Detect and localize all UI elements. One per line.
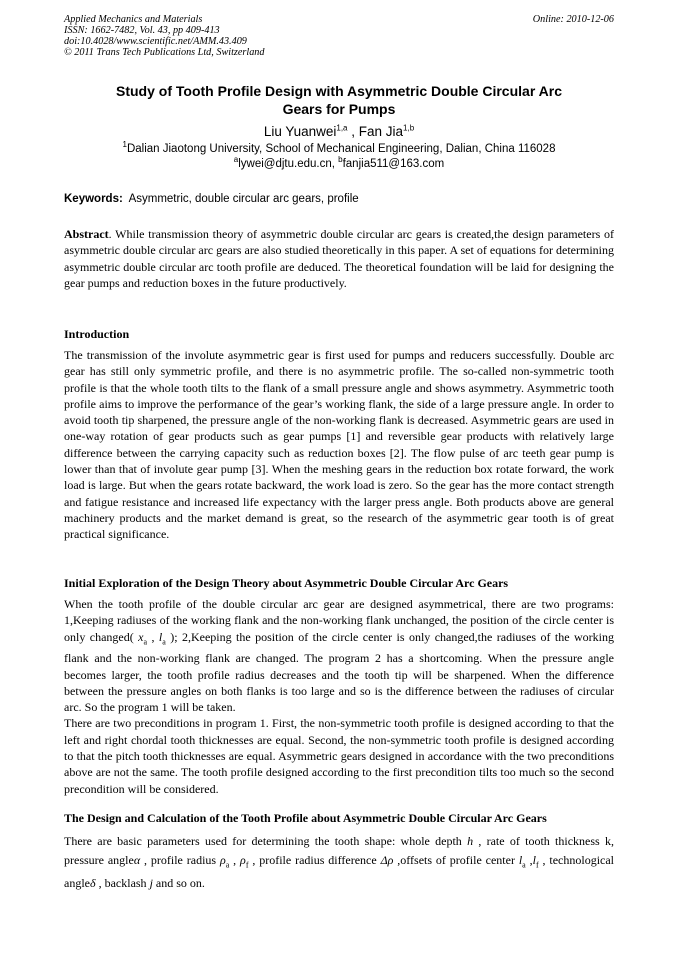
section2-body [64, 832, 614, 893]
section2-heading: The Design and Calculation of the Tooth Profile about Asymmetric Double Circular Arc Gears [64, 811, 547, 825]
keywords-text: Asymmetric, double circular arc gears, profile [128, 193, 359, 205]
abstract-label: Abstract [64, 227, 109, 241]
affiliation-text: Dalian Jiaotong University, School of Mechanical Engineering, Dalian, China 116028 [126, 143, 556, 155]
introduction-body [64, 347, 614, 543]
author-1-sup: 1,a [336, 123, 348, 133]
section1-paragraph-1 [64, 596, 614, 715]
s2-text-2: , rate of tooth thickness k, pressure angle [64, 834, 614, 867]
email-b: fanjia511@163.com [342, 158, 445, 170]
author-2: Fan Jia [358, 124, 404, 139]
symbol-alpha: α [133, 852, 141, 867]
email-a: lywei@djtu.edu.cn, [238, 158, 339, 170]
keywords [64, 192, 624, 207]
section2-paragraph [64, 832, 614, 893]
symbol-l-a: l [518, 852, 523, 867]
symbol-l-a-sub: a [522, 859, 526, 869]
s2-text-1: There are basic parameters used for determining the tooth shape: whole depth [64, 834, 468, 848]
journal-name: Applied Mechanics and Materials [64, 14, 203, 25]
symbol-l: l [158, 629, 163, 644]
symbol-rho-f-sub: f [245, 859, 249, 869]
paper-title [64, 82, 614, 118]
symbol-h: h [467, 834, 474, 848]
author-separator: , [347, 124, 359, 139]
s2-text-7: , technological angle [64, 852, 615, 891]
symbol-delta-rho: Δρ [380, 852, 394, 867]
email-b-sup: b [338, 155, 343, 165]
email-line [64, 157, 614, 172]
symbol-x-sub: a [143, 636, 148, 646]
symbol-sep: , [147, 629, 159, 644]
section1-paragraph-2: There are two preconditions in program 1. First, the non-symmetric tooth profile is designed according to that the left and right chordal tooth thicknesses are equal. Second, the non-symmetric tooth profile is designed according to that the pitch tooth thicknesses are equal. Asymmetric gears designed in accordance with the two preconditions above are not the same. The tooth profile designed according to the first precondition tilts too much so the second precondition will be considered. [64, 716, 614, 796]
title-line-2: Gears for Pumps [282, 101, 396, 117]
s2-text-3: , profile radius [140, 852, 220, 867]
author-2-sup: 1,b [403, 123, 415, 133]
introduction-heading: Introduction [64, 327, 130, 341]
symbol-rho-f: ρ [240, 852, 246, 867]
s2-text-5: , profile radius difference [248, 852, 381, 867]
keywords-label: Keywords: [64, 193, 123, 205]
symbol-l-f: l [532, 852, 536, 867]
section1-text-a: When the tooth profile of the double circular arc gear are designed asymmetrical, there are two programs: 1,Keeping radiuses of the working flank and the non-working flank unchanged, the position of the circle center is only changed( [64, 597, 614, 644]
abstract-text: . While transmission theory of asymmetric double circular arc gears is created,the design parameters of asymmetric double circular arc gears are also studied theoretically in this paper. A set of equations for determining asymmetric double circular arc tooth profile are deduced. The theoretical foundation will be laid for designing the gear pumps and reduction boxes in the future productively. [64, 227, 614, 290]
issn-line: ISSN: 1662-7482, Vol. 43, pp 409-413 [64, 25, 220, 36]
symbol-rho-a-sub: a [225, 859, 230, 869]
section1-text-b: ); 2,Keeping the position of the circle center is only changed,the radiuses of the working flank and the non-working flank are changed. The program 2 has a shortcoming. When the pressure angle becomes larger, the tooth profile radius decreases and the tooth tip will be sharpened. When the difference between the pressure angles on both flanks is too large and so is the difference between the radiuses of circular arc. So the program 1 will be taken. [64, 629, 614, 715]
symbol-j: j [149, 876, 153, 891]
online-date: Online: 2010-12-06 [532, 14, 614, 25]
s2-text-8: , backlash [95, 876, 150, 891]
symbol-x: x [138, 629, 144, 644]
s2-comma: , [525, 852, 533, 867]
symbol-delta: δ [90, 876, 96, 891]
abstract [64, 226, 614, 291]
doi-line: doi:10.4028/www.scientific.net/AMM.43.409 [64, 36, 247, 47]
title-line-1: Study of Tooth Profile Design with Asymmetric Double Circular Arc [116, 83, 562, 99]
symbol-l-f-sub: f [535, 859, 539, 869]
affiliation-sup: 1 [122, 140, 127, 150]
s2-text-4: , [229, 852, 241, 867]
author-1: Liu Yuanwei [263, 124, 337, 139]
copyright-line: © 2011 Trans Tech Publications Ltd, Switzerland [64, 47, 265, 58]
symbol-l-sub: a [162, 636, 166, 646]
introduction-paragraph: The transmission of the involute asymmetric gear is first used for pumps and reducers successfully. Double arc gear has still only symmetric profile, and there is no asymmetric profile. The so-called non-symmetric tooth profile is that the whole tooth tilts to the flank of a small pressure angle and shows asymmetry. Asymmetric tooth profile aims to improve the performance of the gear’s working flank, the side of a large pressure angle. In order to avoid tooth tip sharpened, the pressure angle of the non-working flank is decreased. Asymmetric gears are used in one-way rotation of gear products such as gear pumps [1] and reversible gear products with relatively large difference between the carrying capacity such as reduction boxes [2]. The flow pulse of arc teeth gear pump is lower than that of involute gear pump [3]. When the meshing gears in the reduction box rotate forward, the work load is large. But when the gears rotate backward, the work load is zero. So the gear has the more contact strength and fatigue resistance and increased life expectancy with the larger press angle. Both products above are general machinery products and the market demand is great, so the research of the asymmetric gear tooth is of great practical significance. [64, 348, 614, 542]
journal-header [64, 14, 264, 58]
authors [64, 124, 614, 140]
section1-body [64, 596, 614, 797]
s2-text-6: ,offsets of profile center [393, 852, 519, 867]
symbol-rho-a: ρ [219, 852, 226, 867]
section1-heading: Initial Exploration of the Design Theory about Asymmetric Double Circular Arc Gears [64, 576, 509, 590]
affiliation [64, 142, 614, 172]
s2-text-9: and so on. [152, 876, 205, 891]
email-a-sup: a [233, 155, 239, 165]
